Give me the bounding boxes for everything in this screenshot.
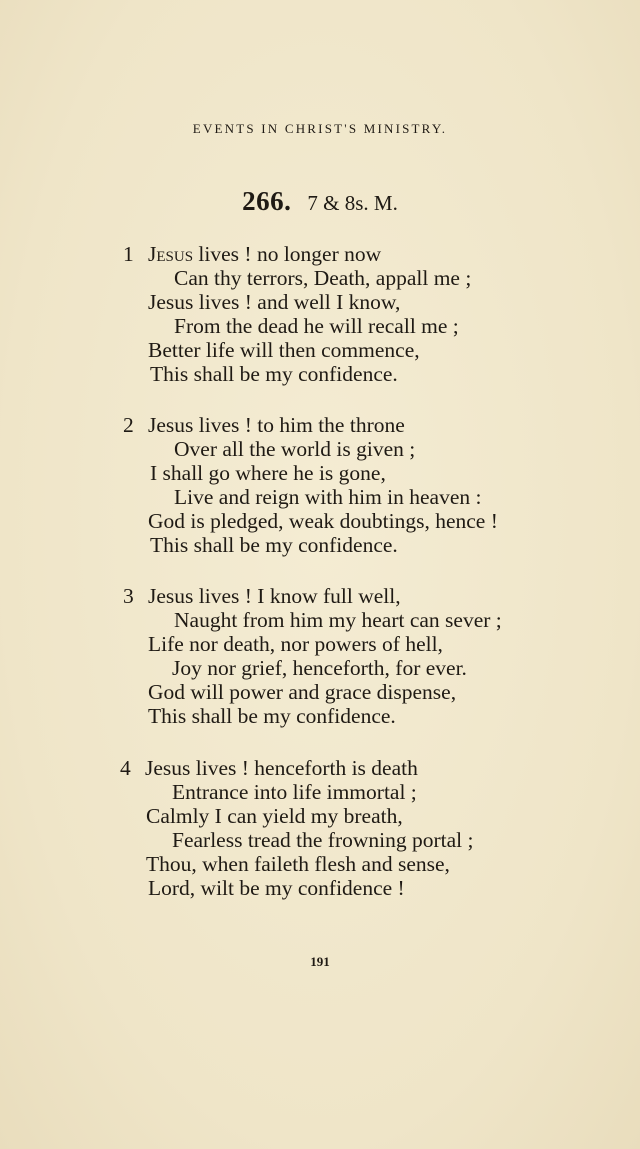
verse-line (148, 242, 381, 266)
page-number: 191 (310, 954, 330, 969)
hymn-heading (0, 186, 640, 217)
stanza-number: 3 (123, 584, 134, 608)
running-head: EVENTS IN CHRIST'S MINISTRY. (192, 121, 448, 136)
hymn-number: 266. (242, 186, 292, 216)
verse-line: Jesus lives ! I know full well, (148, 584, 401, 608)
verse-line: This shall be my confidence. (150, 533, 398, 557)
stanza-number: 2 (123, 413, 134, 437)
verse-line: I shall go where he is gone, (150, 461, 386, 485)
verse-line: God is pledged, weak doubtings, hence ! (148, 509, 498, 533)
verse-line: Can thy terrors, Death, appall me ; (174, 266, 472, 290)
stanza-number: 1 (123, 242, 134, 266)
verse-line: Better life will then commence, (148, 338, 420, 362)
verse-line: Live and reign with him in heaven : (174, 485, 482, 509)
verse-line: Jesus lives ! henceforth is death (145, 756, 418, 780)
verse-line-rest: lives ! no longer now (193, 242, 382, 266)
verse-line: Life nor death, nor powers of hell, (148, 632, 443, 656)
verse-line: Entrance into life immortal ; (172, 780, 417, 804)
verse-line: This shall be my confidence. (150, 362, 398, 386)
verse-line: This shall be my confidence. (148, 704, 396, 728)
verse-line: Jesus lives ! and well I know, (148, 290, 401, 314)
verse-line: Thou, when faileth flesh and sense, (146, 852, 450, 876)
hymn-meter: 7 & 8s. M. (307, 191, 398, 215)
verse-line: Naught from him my heart can sever ; (174, 608, 502, 632)
verse-line: Joy nor grief, henceforth, for ever. (172, 656, 467, 680)
verse-line: From the dead he will recall me ; (174, 314, 459, 338)
verse-line: Lord, wilt be my confidence ! (148, 876, 405, 900)
verse-line: Fearless tread the frowning portal ; (172, 828, 474, 852)
stanza-number: 4 (120, 756, 131, 780)
verse-line: Over all the world is given ; (174, 437, 416, 461)
verse-line: God will power and grace dispense, (148, 680, 457, 704)
verse-line: Calmly I can yield my breath, (146, 804, 403, 828)
verse-line: Jesus lives ! to him the throne (148, 413, 405, 437)
verse-initial-word: Jesus (148, 242, 194, 266)
